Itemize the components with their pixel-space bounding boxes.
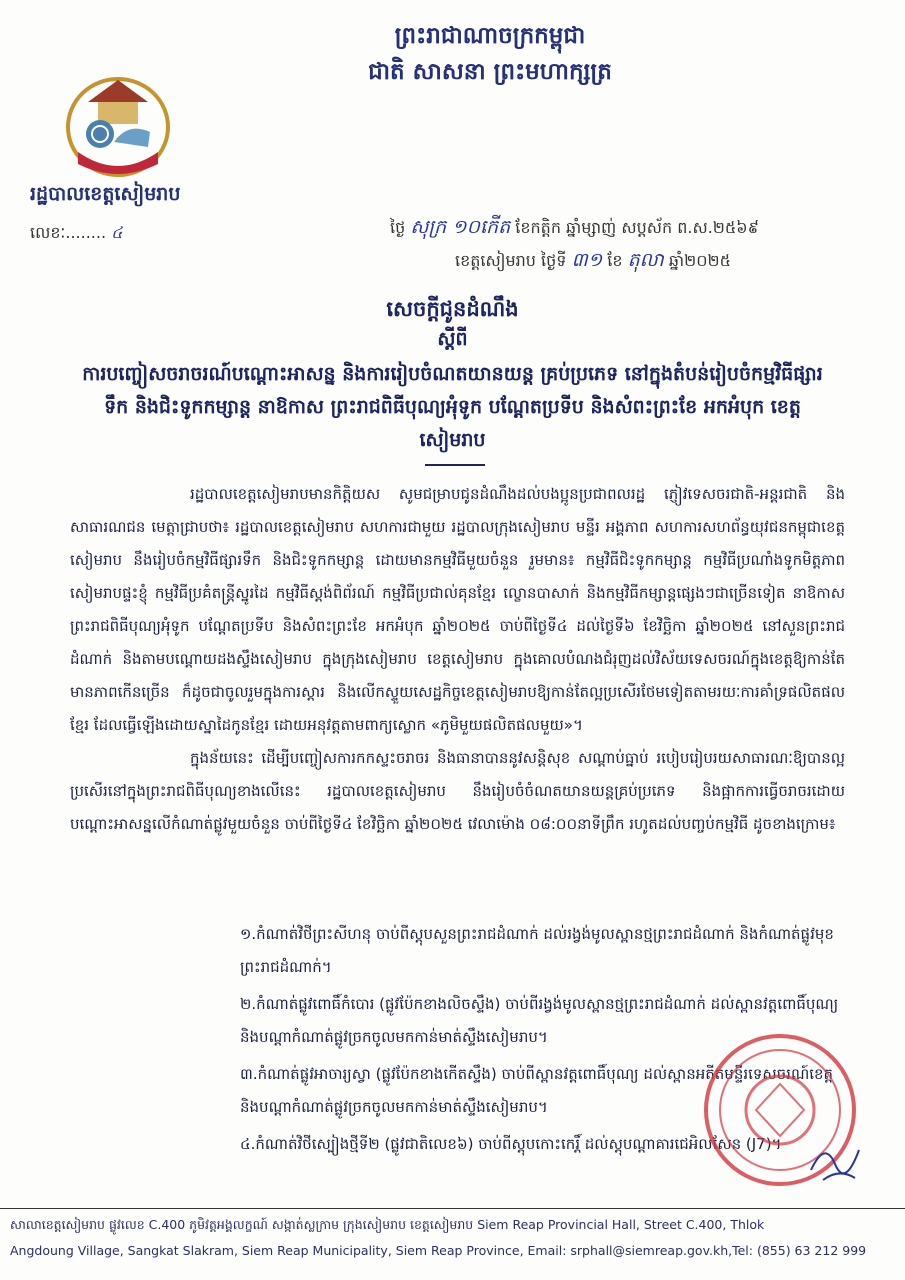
- solar-year: ឆ្នាំ២០២៥: [668, 251, 731, 270]
- solar-day: ៣១: [571, 249, 603, 271]
- letterhead-kingdom: [300, 18, 680, 90]
- kingdom-line: ព្រះរាជាណាចក្រកម្ពុជា: [394, 23, 586, 49]
- issuer-name: រដ្ឋបាលខេត្តសៀមរាប: [30, 183, 181, 205]
- notice-title-text: សេចក្តីជូនដំណឹង: [386, 297, 519, 321]
- solar-date: [455, 248, 875, 276]
- reference-number: [30, 222, 122, 246]
- notice-title: [0, 296, 905, 327]
- notice-subject-label: [0, 327, 905, 355]
- body-paragraph-1: រដ្ឋបាលខេត្តសៀមរាបមានកិត្តិយស សូមជម្រាបជូនដំណឹងដល់បងប្អូនប្រជាពលរដ្ឋ ភ្ញៀវទេសចរជាតិ-អន្តរជាតិ និងសាធារណជន មេត្តាជ្រាបថា៖ រដ្ឋបាលខេត្តសៀមរាប សហការជាមួយ រដ្ឋបាលក្រុងសៀមរាប មន្ទីរ អង្គភាព សហការសហព័ន្ធយុវជនកម្ពុជាខេត្តសៀមរាប នឹងរៀបចំកម្មវិធីផ្សារទឹក និងជិះទូកកម្សាន្ត ដោយមានកម្មវិធីមួយចំនួន រួមមាន៖ កម្មវិធីជិះទូកកម្សាន្ត កម្មវិធីប្រណាំងទូកមិត្តភាពសៀមរាបផ្ទះខ្ញុំ កម្មវិធីប្រគំតន្ត្រីស្នូរដៃ កម្មវិធីស្តង់ពិព័រណ៍ កម្មវិធីប្រជាល់គុនខ្មែរ ល្ខោនបាសាក់ និងកម្មវិធីកម្សាន្តផ្សេងៗជាច្រើនទៀត នាឱកាសព្រះរាជពិធីបុណ្យអុំទូក បណ្ដែតប្រទីប និងសំពះព្រះខែ អកអំបុក ឆ្នាំ២០២៥ ចាប់ពីថ្ងៃទី៤ ដល់ថ្ងៃទី៦ ខែវិច្ឆិកា ឆ្នាំ២០២៥ នៅសួនព្រះរាជដំណាក់ និងតាមបណ្ដោយដងស្ទឹងសៀមរាប ក្នុងក្រុងសៀមរាប ខេត្តសៀមរាប ក្នុងគោលបំណងជំរុញដល់វិស័យទេសចរណ៍ក្នុងខេត្តឱ្យកាន់តែមានភាពកើនច្រើន ក៏ដូចជាចូលរួមក្នុងការស្តារ និងលើកស្ទួយសេដ្ឋកិច្ចខេត្តសៀមរាបឱ្យកាន់តែល្អប្រសើរថែមទៀតតាមរយៈការគាំទ្រផលិតផលខ្មែរ ដែលធ្វើឡើងដោយស្នាដៃកូនខ្មែរ ដោយអនុវត្តតាមពាក្យស្លោក «ភូមិមួយផលិតផលមួយ»។: [70, 485, 845, 734]
- title-divider: [425, 464, 485, 466]
- lunar-date-suffix: ខែកត្តិក ឆ្នាំម្សាញ់ សប្តស័ក ព.ស.២៥៦៩: [515, 218, 759, 237]
- lunar-date-prefix: ថ្ងៃ: [390, 218, 406, 237]
- solar-date-prefix: ខេត្តសៀមរាប ថ្ងៃទី: [455, 251, 567, 270]
- motto-line: ជាតិ សាសនា ព្រះមហាក្សត្រ: [368, 59, 612, 85]
- road-item-4: ៤.កំណាត់វិថីស្បៀងថ្មីទី២ (ផ្លូវជាតិលេខ៦) ចាប់ពីស្តុបកោះកេរ្តិ៍ ដល់ស្តុបណ្តាគារជេអិលសែន (J7)។: [240, 1135, 782, 1153]
- body-paragraph-2: ក្នុងន័យនេះ ដើម្បីបញ្ចៀសការកកស្ទះចរាចរ និងធានាបាននូវសន្តិសុខ សណ្ដាប់ធ្នាប់ របៀបរៀបរយសាធារណៈឱ្យបានល្អប្រសើរនៅក្នុងព្រះរាជពិធីបុណ្យខាងលើនេះ រដ្ឋបាលខេត្តសៀមរាប នឹងរៀបចំចំណតយានយន្តគ្រប់ប្រភេទ និងផ្អាកការធ្វើចរាចរដោយបណ្ដោះអាសន្នលើកំណាត់ផ្លូវមួយចំនួន ចាប់ពីថ្ងៃទី៤ ខែវិច្ឆិកា ឆ្នាំ២០២៥ វេលាម៉ោង ០៨:០០នាទីព្រឹក រហូតដល់បញ្ចប់កម្មវិធី ដូចខាងក្រោម៖: [70, 749, 845, 833]
- notice-subject: [0, 358, 905, 457]
- signature-icon: [805, 1130, 865, 1190]
- road-item-3: ៣.កំណាត់ផ្លូវអាចារ្យស្វា (ផ្លូវប៉ែកខាងកើតស្ទឹង) ចាប់ពីស្ពានវត្តពោធិ៍បុណ្យ ដល់ស្ពានអតីតមន្ទីរទេសចរណ៍ខេត្ត និងបណ្ដាកំណាត់ផ្លូវច្រកចូលមកកាន់មាត់ស្ទឹងសៀមរាប។: [240, 1065, 834, 1116]
- footer-divider: [0, 1208, 905, 1209]
- solar-month-label: ខែ: [607, 251, 623, 270]
- solar-month: តុលា: [627, 249, 664, 271]
- road-item-2: ២.កំណាត់ផ្លូវពោធិ៍កំបោរ (ផ្លូវប៉ែកខាងលិចស្ទឹង) ចាប់ពីរង្វង់មូលស្ពានថ្មព្រះរាជដំណាក់ ដល់ស្ពានវត្តពោធិ៍បុណ្យ និងបណ្ដាកំណាត់ផ្លូវច្រកចូលមកកាន់មាត់ស្ទឹងសៀមរាប។: [240, 995, 839, 1046]
- footer-line-1: សាលាខេត្តសៀមរាប ផ្លូវលេខ C.400 ភូមិវត្តអង្គលក្ខណ៍ សង្កាត់ស្លក្រាម ក្រុងសៀមរាប ខេត្តសៀមរាប Siem Reap Provincial Hall, Street C.400, Thlok: [10, 1217, 765, 1232]
- road-item-1: ១.កំណាត់វិថីព្រះសីហនុ ចាប់ពីស្តុបសួនព្រះរាជដំណាក់ ដល់រង្វង់មូលស្ពានថ្មព្រះរាជដំណាក់ និងកំណាត់ផ្លូវមុខព្រះរាជដំណាក់។: [240, 925, 834, 976]
- notice-body: [70, 478, 845, 841]
- lunar-date: [390, 215, 880, 243]
- notice-subject-text: ការបញ្ចៀសចរាចរណ៍បណ្ដោះអាសន្ន និងការរៀបចំណតយានយន្ត គ្រប់ប្រភេទ នៅក្នុងតំបន់រៀបចំកម្មវិធីផ្សារទឹក និងជិះទូកកម្សាន្ត នាឱកាស ព្រះរាជពិធីបុណ្យអុំទូក បណ្ដែតប្រទីប និងសំពះព្រះខែ អកអំបុក ខេត្តសៀមរាប: [82, 363, 823, 451]
- provincial-emblem-icon: [58, 72, 178, 182]
- footer-line-2: Angdoung Village, Sangkat Slakram, Siem Reap Municipality, Siem Reap Province, Email: srphall@siemreap.gov.kh,Tel: (855) 63 212 999: [10, 1243, 867, 1258]
- lunar-date-handwritten: សុក្រ ១០កើត: [410, 216, 511, 238]
- reference-label: លេខៈ........: [30, 223, 107, 242]
- reference-handwritten: ៤: [111, 223, 123, 242]
- footer-address: [10, 1212, 895, 1264]
- notice-subject-label-text: ស្តីពី: [437, 328, 468, 350]
